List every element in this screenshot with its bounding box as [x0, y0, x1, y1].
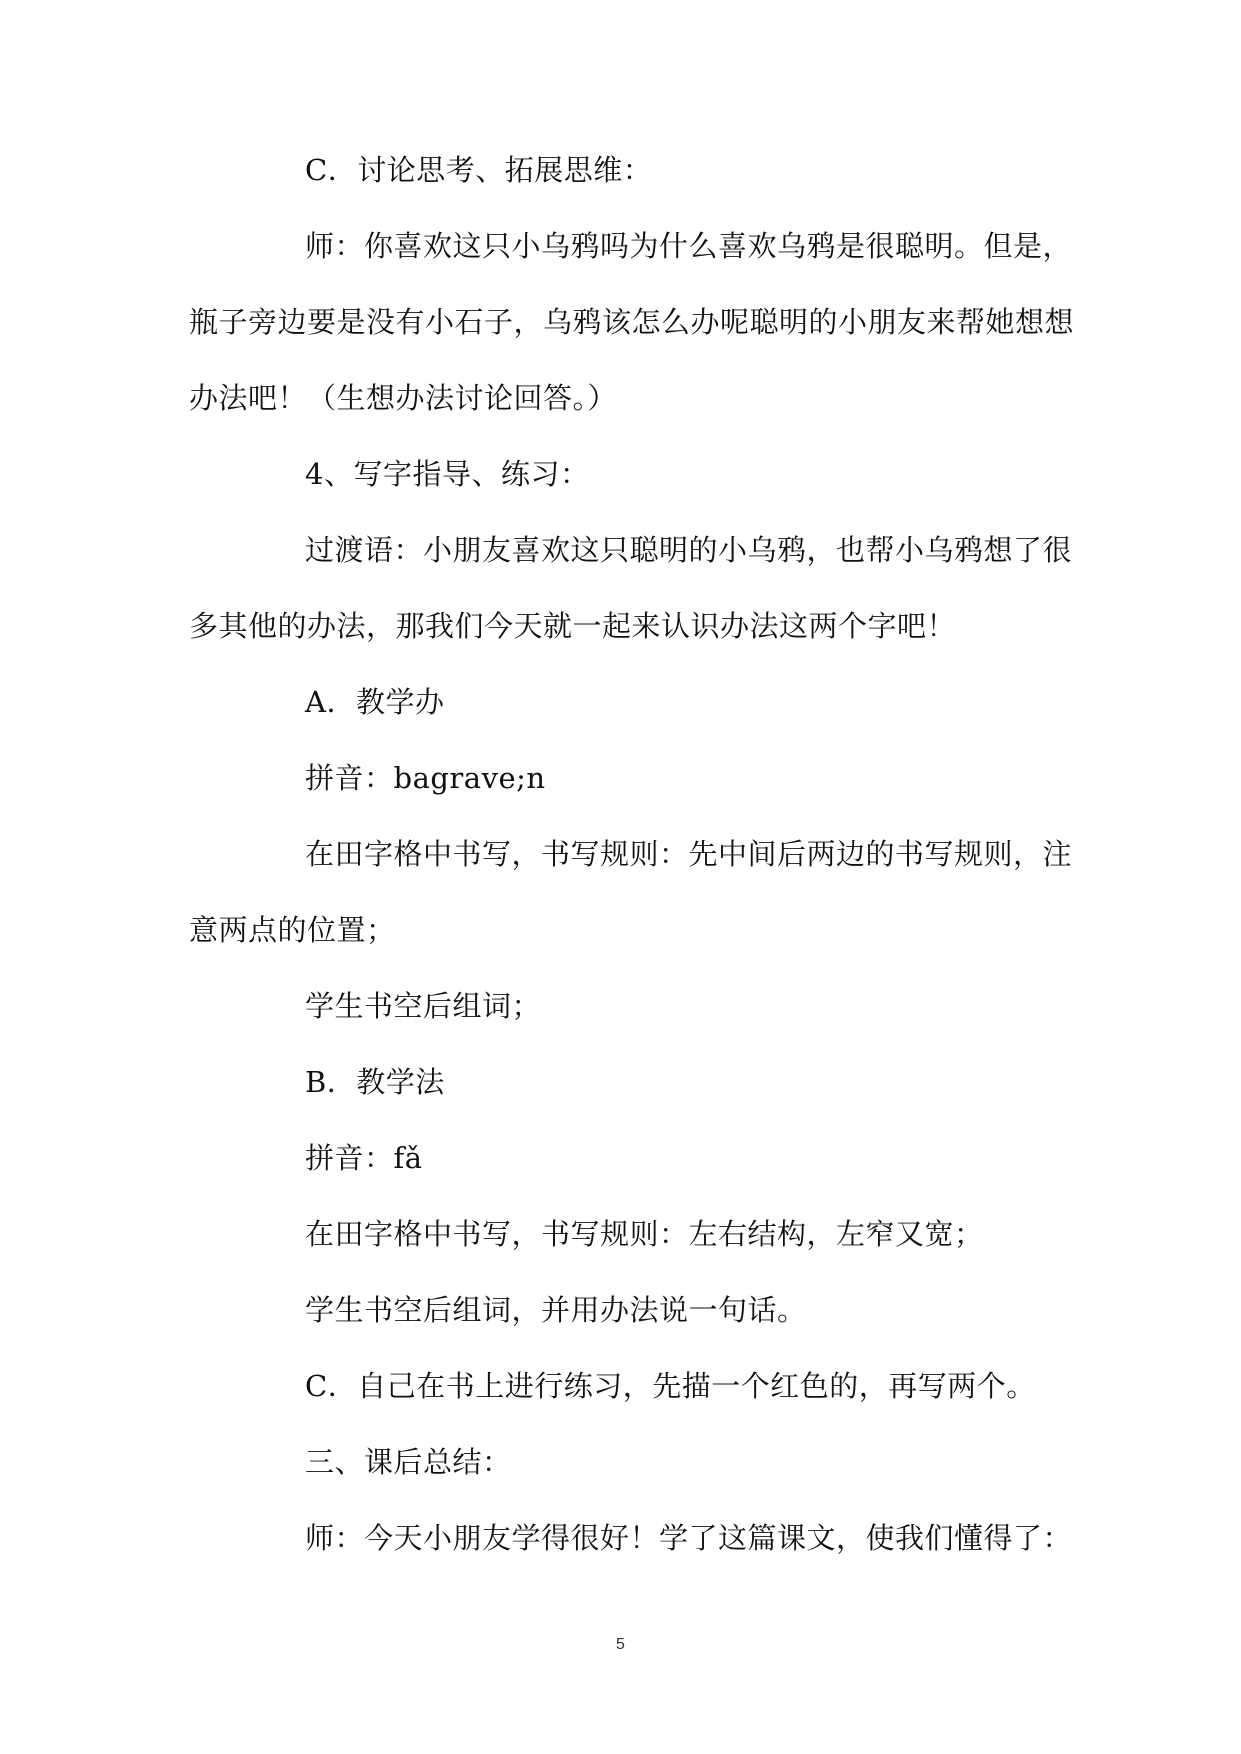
paragraph-line: 在田字格中书写，书写规则：左右结构，左窄又宽； [305, 1217, 984, 1251]
paragraph-line: 办法吧！（生想办法讨论回答。） [189, 381, 618, 415]
paragraph-line: C．自己在书上进行练习，先描一个红色的，再写两个。 [305, 1369, 1036, 1403]
paragraph-line: 师：你喜欢这只小乌鸦吗为什么喜欢乌鸦是很聪明。但是， [305, 229, 1073, 263]
paragraph-line: 多其他的办法，那我们今天就一起来认识办法这两个字吧！ [189, 609, 957, 643]
paragraph-line: C．讨论思考、拓展思维： [305, 153, 653, 187]
paragraph-line: 三、课后总结： [305, 1445, 512, 1479]
paragraph-line: 拼音：bagrave;n [305, 761, 546, 795]
paragraph-line: 师：今天小朋友学得很好！学了这篇课文，使我们懂得了： [305, 1521, 1073, 1555]
paragraph-line: A．教学办 [305, 685, 445, 719]
page-number: 5 [616, 1636, 625, 1653]
paragraph-line: 意两点的位置； [189, 913, 396, 947]
paragraph-line: 在田字格中书写，书写规则：先中间后两边的书写规则，注 [305, 837, 1073, 871]
paragraph-line: 学生书空后组词，并用办法说一句话。 [305, 1293, 807, 1327]
paragraph-line: 4、写字指导、练习： [305, 457, 590, 491]
paragraph-line: B．教学法 [305, 1065, 445, 1099]
paragraph-line: 学生书空后组词； [305, 989, 542, 1023]
paragraph-line: 瓶子旁边要是没有小石子，乌鸦该怎么办呢聪明的小朋友来帮她想想 [189, 305, 1075, 339]
paragraph-line: 拼音：fǎ [305, 1141, 423, 1175]
paragraph-line: 过渡语：小朋友喜欢这只聪明的小乌鸦，也帮小乌鸦想了很 [305, 533, 1073, 567]
